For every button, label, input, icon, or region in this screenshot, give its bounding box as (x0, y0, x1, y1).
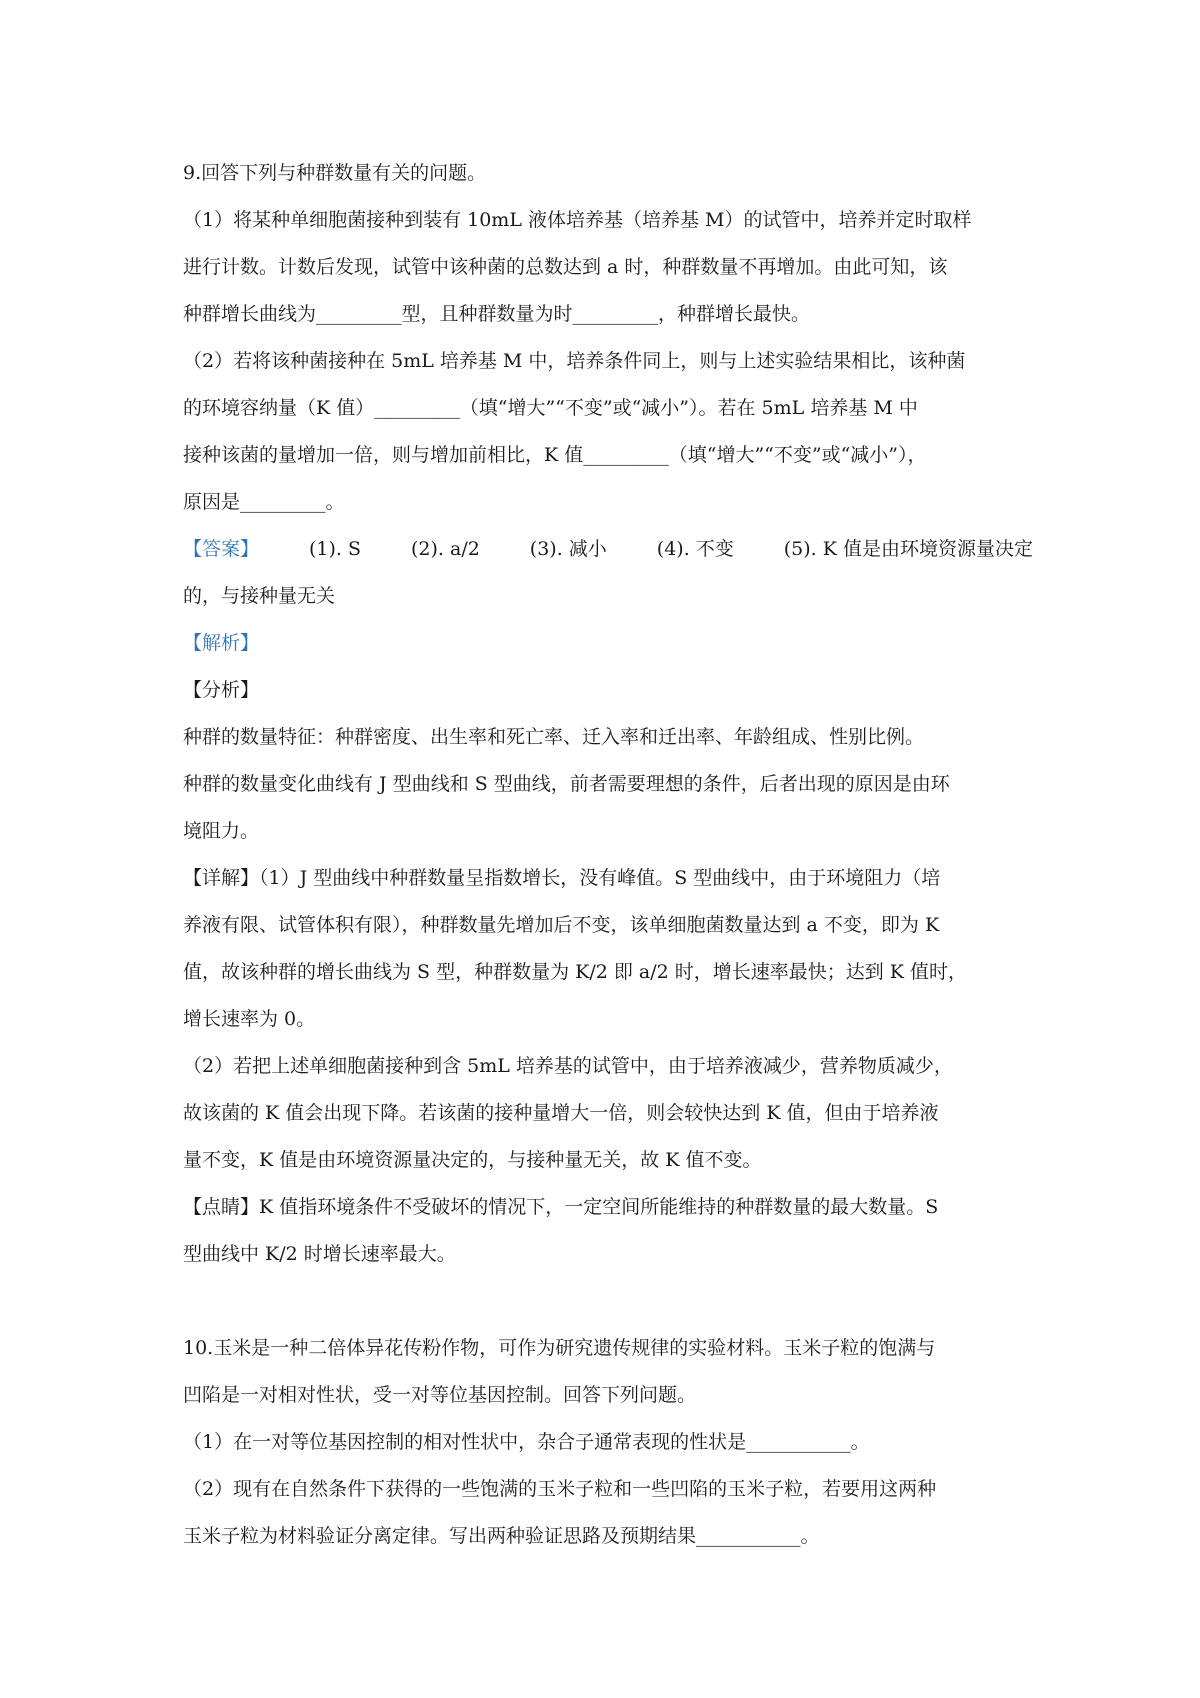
detail2-line: 故该菌的 K 值会出现下降。若该菌的接种量增大一倍，则会较快达到 K 值，但由于培养液 (183, 1102, 939, 1124)
q9-part2-line: （2）若将该种菌接种在 5mL 培养基 M 中，培养条件同上，则与上述实验结果相比，该种菌 (183, 350, 966, 372)
q10-line: （2）现有在自然条件下获得的一些饱满的玉米子粒和一些凹陷的玉米子粒，若要用这两种 (183, 1478, 937, 1500)
answer-tag: 【答案】 (183, 538, 260, 560)
detail-line: 增长速率为 0。 (183, 1008, 316, 1030)
q9-part2-line: 接种该菌的量增加一倍，则与增加前相比，K 值_________（填“增大”“不变”或“减小”）， (183, 444, 927, 466)
q9-title: 9.回答下列与种群数量有关的问题。 (183, 162, 487, 184)
answer-continued: 的，与接种量无关 (183, 585, 336, 607)
fenxi-line: 境阻力。 (183, 820, 260, 842)
answer-row (183, 526, 1033, 573)
fenxi-line: 种群的数量特征：种群密度、出生率和死亡率、迁入率和迁出率、年龄组成、性别比例。 (183, 726, 925, 748)
answer-item: (5). K 值是由环境资源量决定 (783, 538, 1033, 560)
spacer (183, 1278, 1033, 1325)
q9-part1-line: （1）将某种单细胞菌接种到装有 10mL 液体培养基（培养基 M）的试管中，培养并定时取样 (183, 209, 972, 231)
answer-item: (2). a/2 (411, 538, 480, 560)
q10-line: 凹陷是一对相对性状，受一对等位基因控制。回答下列问题。 (183, 1384, 697, 1406)
q9-part1-line: 进行计数。计数后发现，试管中该种菌的总数达到 a 时，种群数量不再增加。由此可知，该 (183, 256, 948, 278)
detail2-line: 量不变，K 值是由环境资源量决定的，与接种量无关，故 K 值不变。 (183, 1149, 762, 1171)
answer-item: (3). 减小 (529, 538, 607, 560)
detail2-line: （2）若把上述单细胞菌接种到含 5mL 培养基的试管中，由于培养液减少，营养物质减少， (183, 1055, 953, 1077)
fenxi-tag: 【分析】 (183, 679, 260, 701)
q9-part2-line: 的环境容纳量（K 值）_________（填“增大”“不变”或“减小”）。若在 5mL 培养基 M 中 (183, 397, 918, 419)
tip-line: 型曲线中 K/2 时增长速率最大。 (183, 1243, 456, 1265)
analysis-tag: 【解析】 (183, 632, 260, 654)
q10-line: 玉米子粒为材料验证分离定律。写出两种验证思路及预期结果___________。 (183, 1525, 820, 1547)
q9-part2-line: 原因是_________。 (183, 491, 345, 513)
detail-line: 【详解】（1）J 型曲线中种群数量呈指数增长，没有峰值。S 型曲线中，由于环境阻力（培 (183, 867, 941, 889)
q10-line: 10.玉米是一种二倍体异花传粉作物，可作为研究遗传规律的实验材料。玉米子粒的饱满与 (183, 1337, 936, 1359)
tip-line: 【点睛】K 值指环境条件不受破坏的情况下，一定空间所能维持的种群数量的最大数量。S (183, 1196, 939, 1218)
fenxi-line: 种群的数量变化曲线有 J 型曲线和 S 型曲线，前者需要理想的条件，后者出现的原因是由环 (183, 773, 950, 795)
detail-line: 养液有限、试管体积有限），种群数量先增加后不变，该单细胞菌数量达到 a 不变，即为 K (183, 914, 940, 936)
detail-line: 值，故该种群的增长曲线为 S 型，种群数量为 K/2 即 a/2 时，增长速率最快；达到 K 值时， (183, 961, 968, 983)
answer-item: (1). S (309, 538, 362, 560)
q10-line: （1）在一对等位基因控制的相对性状中，杂合子通常表现的性状是___________。 (183, 1431, 870, 1453)
document-page (183, 150, 1033, 1560)
q9-part1-line: 种群增长曲线为_________型，且种群数量为时_________，种群增长最快。 (183, 303, 811, 325)
answer-item: (4). 不变 (656, 538, 734, 560)
